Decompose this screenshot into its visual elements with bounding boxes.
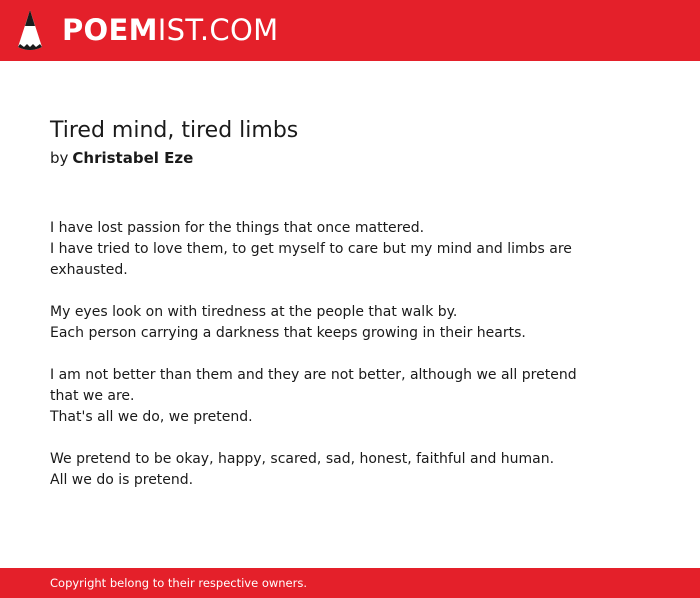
stanza: [50, 302, 590, 344]
poem-title: Tired mind, tired limbs: [50, 118, 299, 143]
poem-line: My eyes look on with tiredness at the people that walk by.: [50, 304, 458, 320]
copyright-notice: Copyright belong to their respective owners.: [50, 576, 308, 590]
byline-prefix: by: [50, 149, 69, 167]
author-name: Christabel Eze: [72, 149, 194, 167]
poem-line: I have tried to love them, to get myself to care but my mind and limbs are exhausted.: [50, 241, 572, 278]
site-footer: [0, 568, 700, 598]
byline: [50, 147, 590, 169]
logo-light-text: IST.COM: [157, 13, 279, 47]
poem-line: All we do is pretend.: [50, 472, 194, 488]
logo-strong-text: POEM: [62, 13, 158, 47]
stanza: [50, 365, 590, 428]
stanza: [50, 449, 590, 491]
poem-line: We pretend to be okay, happy, scared, sad, honest, faithful and human.: [50, 451, 555, 467]
poem-line: That's all we do, we pretend.: [50, 409, 253, 425]
pencil-tip-icon[interactable]: [17, 9, 43, 53]
poem-body: [50, 218, 590, 491]
site-logo[interactable]: [62, 12, 278, 48]
poem-content: [50, 116, 590, 512]
poem-line: I am not better than them and they are not better, although we all pretend that we are.: [50, 367, 577, 404]
stanza: [50, 218, 590, 281]
poem-line: I have lost passion for the things that once mattered.: [50, 220, 425, 236]
poem-line: Each person carrying a darkness that keeps growing in their hearts.: [50, 325, 526, 341]
site-header: [0, 0, 700, 61]
